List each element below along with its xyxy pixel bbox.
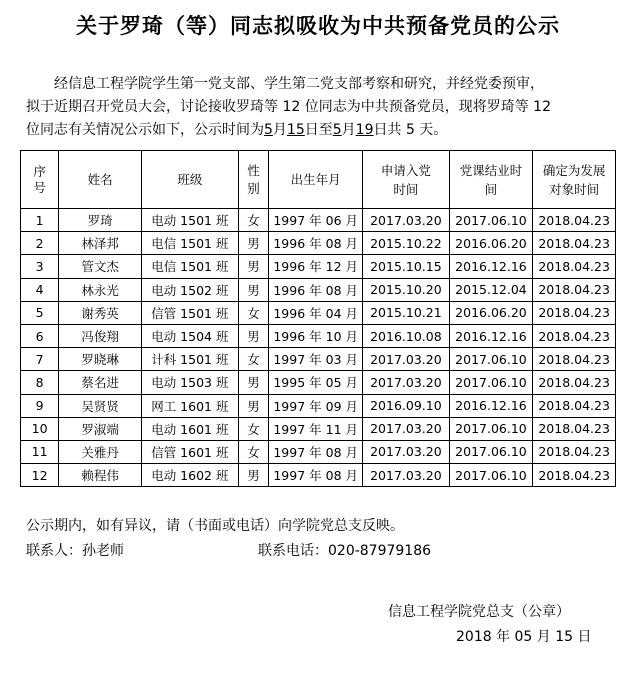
cell-target-date: 2018.04.23: [533, 209, 616, 232]
cell-apply-date: 2016.10.08: [363, 324, 450, 347]
cell-target-date: 2018.04.23: [533, 232, 616, 255]
cell-apply-date: 2017.03.20: [363, 464, 450, 487]
cell-name: 赖程伟: [59, 464, 142, 487]
cell-name: 关雅丹: [59, 440, 142, 463]
header-gender: 性别: [238, 151, 268, 209]
cell-course-date: 2016.12.16: [449, 394, 533, 417]
cell-course-date: 2016.12.16: [449, 255, 533, 278]
cell-name: 罗晓琳: [59, 348, 142, 371]
cell-course-date: 2017.06.10: [449, 417, 533, 440]
cell-index: 10: [21, 417, 59, 440]
header-birth: 出生年月: [269, 151, 363, 209]
cell-name: 林永光: [59, 278, 142, 301]
cell-name: 蔡名进: [59, 371, 142, 394]
cell-birth: 1996 年 04 月: [269, 301, 363, 324]
table-body: [21, 209, 616, 487]
cell-name: 管文杰: [59, 255, 142, 278]
start-month: 5: [264, 122, 273, 138]
cell-birth: 1997 年 09 月: [269, 394, 363, 417]
cell-gender: 女: [238, 417, 268, 440]
start-month-suffix: 月: [272, 122, 287, 138]
cell-class: 电动 1602 班: [141, 464, 238, 487]
cell-course-date: 2016.06.20: [449, 301, 533, 324]
cell-course-date: 2016.12.16: [449, 324, 533, 347]
intro-line-1: 经信息工程学院学生第一党支部、学生第二党支部考察和研究，并经党委预审，: [54, 76, 544, 92]
cell-class: 信管 1601 班: [141, 440, 238, 463]
table-row: [21, 232, 616, 255]
table-row: [21, 371, 616, 394]
cell-index: 7: [21, 348, 59, 371]
cell-apply-date: 2015.10.15: [363, 255, 450, 278]
cell-target-date: 2018.04.23: [533, 255, 616, 278]
cell-gender: 男: [238, 255, 268, 278]
cell-gender: 男: [238, 232, 268, 255]
cell-course-date: 2016.06.20: [449, 232, 533, 255]
cell-class: 电动 1502 班: [141, 278, 238, 301]
cell-birth: 1997 年 03 月: [269, 348, 363, 371]
header-class: 班级: [141, 151, 238, 209]
table-row: [21, 209, 616, 232]
cell-index: 9: [21, 394, 59, 417]
cell-name: 罗淑端: [59, 417, 142, 440]
cell-index: 11: [21, 440, 59, 463]
cell-index: 6: [21, 324, 59, 347]
cell-apply-date: 2015.10.22: [363, 232, 450, 255]
cell-gender: 女: [238, 209, 268, 232]
cell-gender: 男: [238, 371, 268, 394]
cell-target-date: 2018.04.23: [533, 417, 616, 440]
table-row: [21, 348, 616, 371]
cell-gender: 男: [238, 394, 268, 417]
cell-class: 电信 1501 班: [141, 232, 238, 255]
cell-birth: 1996 年 08 月: [269, 278, 363, 301]
cell-class: 电动 1601 班: [141, 417, 238, 440]
cell-name: 罗琦: [59, 209, 142, 232]
cell-index: 5: [21, 301, 59, 324]
table-header-row: [21, 151, 616, 209]
cell-target-date: 2018.04.23: [533, 348, 616, 371]
cell-target-date: 2018.04.23: [533, 464, 616, 487]
cell-name: 冯俊翔: [59, 324, 142, 347]
cell-birth: 1995 年 05 月: [269, 371, 363, 394]
cell-apply-date: 2015.10.20: [363, 278, 450, 301]
cell-target-date: 2018.04.23: [533, 301, 616, 324]
table-row: [21, 417, 616, 440]
cell-name: 谢秀英: [59, 301, 142, 324]
candidate-table: [20, 150, 616, 487]
end-month: 5: [332, 122, 342, 138]
cell-gender: 女: [238, 348, 268, 371]
intro-line-3: [26, 119, 616, 142]
header-name: 姓名: [59, 151, 142, 209]
end-day-suffix: 日共 5 天。: [373, 122, 448, 138]
cell-apply-date: 2015.10.21: [363, 301, 450, 324]
cell-course-date: 2017.06.10: [449, 440, 533, 463]
cell-name: 林泽邦: [59, 232, 142, 255]
cell-class: 电动 1501 班: [141, 209, 238, 232]
issue-date: 2018 年 05 月 15 日: [456, 629, 592, 645]
contact-person: 联系人：孙老师: [26, 543, 124, 559]
table-row: [21, 464, 616, 487]
cell-gender: 女: [238, 440, 268, 463]
end-day: 19: [355, 122, 374, 138]
cell-birth: 1997 年 06 月: [269, 209, 363, 232]
intro-line-3-prefix: 位同志有关情况公示如下，公示时间为: [26, 122, 264, 138]
cell-course-date: 2017.06.10: [449, 209, 533, 232]
cell-class: 电动 1503 班: [141, 371, 238, 394]
cell-index: 2: [21, 232, 59, 255]
intro-line-2: 拟于近期召开党员大会，讨论接收罗琦等 12 位同志为中共预备党员，现将罗琦等 12: [26, 99, 551, 115]
start-day-suffix: 日至: [304, 122, 333, 138]
issuing-org: 信息工程学院党总支（公章）: [388, 604, 570, 620]
cell-class: 信管 1501 班: [141, 301, 238, 324]
cell-birth: 1997 年 08 月: [269, 440, 363, 463]
cell-gender: 男: [238, 464, 268, 487]
header-apply-date: 申请入党时间: [363, 151, 450, 209]
cell-apply-date: 2017.03.20: [363, 209, 450, 232]
cell-class: 网工 1601 班: [141, 394, 238, 417]
cell-course-date: 2015.12.04: [449, 278, 533, 301]
cell-index: 1: [21, 209, 59, 232]
cell-course-date: 2017.06.10: [449, 464, 533, 487]
cell-birth: 1996 年 08 月: [269, 232, 363, 255]
header-course-date: 党课结业时间: [449, 151, 533, 209]
table-row: [21, 301, 616, 324]
cell-birth: 1997 年 08 月: [269, 464, 363, 487]
cell-gender: 男: [238, 278, 268, 301]
cell-birth: 1997 年 11 月: [269, 417, 363, 440]
table-row: [21, 255, 616, 278]
cell-gender: 女: [238, 301, 268, 324]
cell-index: 3: [21, 255, 59, 278]
cell-birth: 1996 年 10 月: [269, 324, 363, 347]
cell-target-date: 2018.04.23: [533, 440, 616, 463]
table-row: [21, 324, 616, 347]
cell-target-date: 2018.04.23: [533, 324, 616, 347]
cell-target-date: 2018.04.23: [533, 278, 616, 301]
cell-course-date: 2017.06.10: [449, 348, 533, 371]
header-target-date: 确定为发展对象时间: [533, 151, 616, 209]
end-month-suffix: 月: [341, 122, 356, 138]
cell-class: 电动 1504 班: [141, 324, 238, 347]
table-row: [21, 278, 616, 301]
cell-gender: 男: [238, 324, 268, 347]
intro-paragraph: [26, 73, 616, 142]
cell-class: 电信 1501 班: [141, 255, 238, 278]
cell-apply-date: 2017.03.20: [363, 371, 450, 394]
cell-birth: 1996 年 12 月: [269, 255, 363, 278]
cell-index: 12: [21, 464, 59, 487]
cell-apply-date: 2017.03.20: [363, 440, 450, 463]
cell-index: 8: [21, 371, 59, 394]
table-row: [21, 394, 616, 417]
table-row: [21, 440, 616, 463]
contact-phone: 联系电话：020-87979186: [258, 543, 432, 559]
start-day: 15: [286, 122, 305, 138]
cell-apply-date: 2016.09.10: [363, 394, 450, 417]
cell-name: 吴贤贤: [59, 394, 142, 417]
notice-text: 公示期内，如有异议，请（书面或电话）向学院党总支反映。: [26, 518, 404, 534]
cell-apply-date: 2017.03.20: [363, 417, 450, 440]
cell-index: 4: [21, 278, 59, 301]
cell-target-date: 2018.04.23: [533, 394, 616, 417]
cell-apply-date: 2017.03.20: [363, 348, 450, 371]
page-title: 关于罗琦（等）同志拟吸收为中共预备党员的公示: [76, 14, 560, 38]
header-index: 序号: [21, 151, 59, 209]
cell-target-date: 2018.04.23: [533, 371, 616, 394]
cell-course-date: 2017.06.10: [449, 371, 533, 394]
cell-class: 计科 1501 班: [141, 348, 238, 371]
